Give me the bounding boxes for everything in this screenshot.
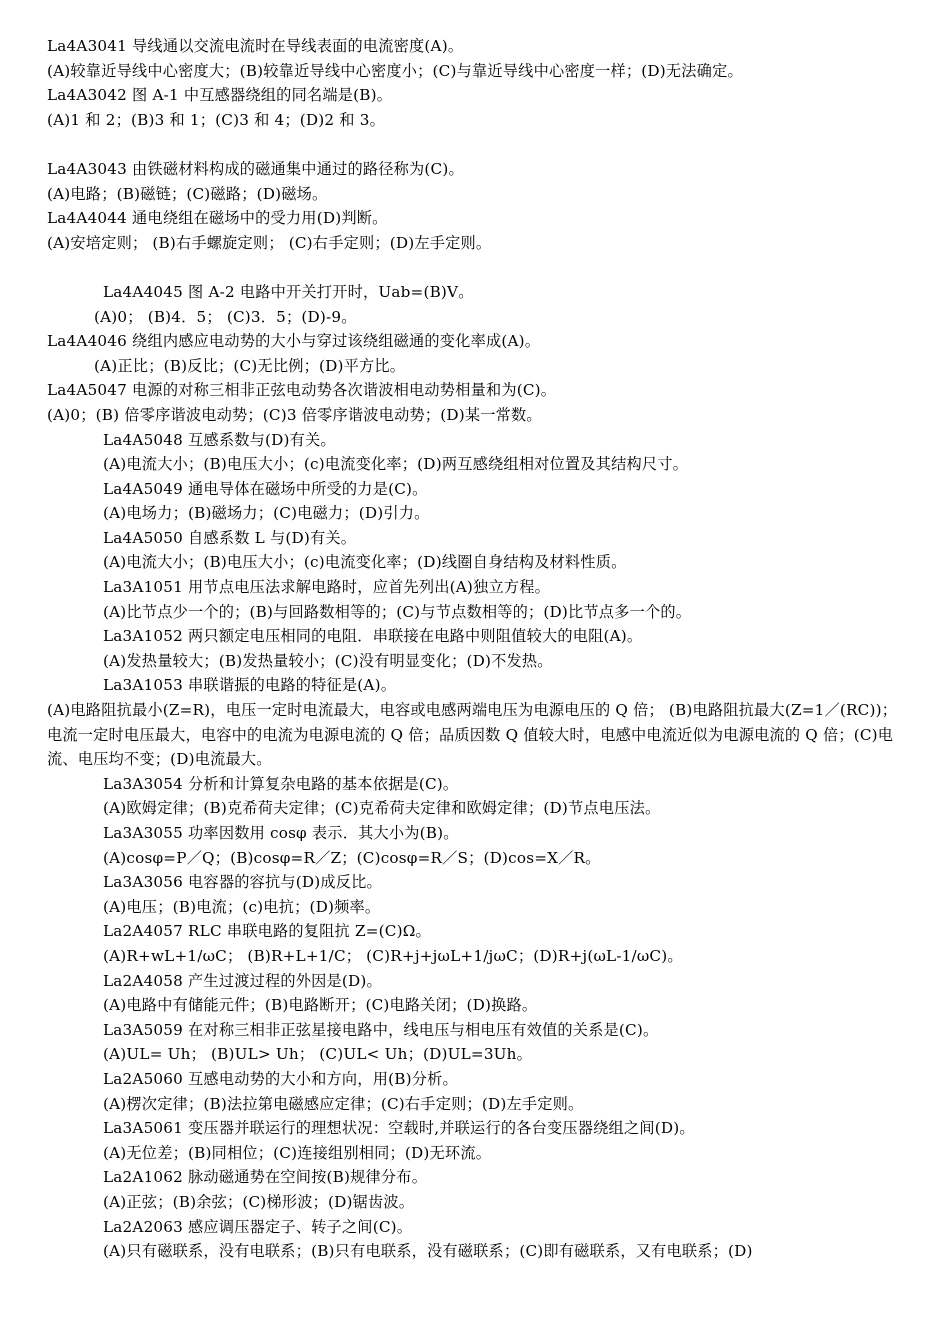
text-line — [0, 255, 950, 280]
text-line: La4A5049 通电导体在磁场中所受的力是(C)。 — [103, 479, 428, 498]
text-line: (A)电流大小；(B)电压大小；(c)电流变化率；(D)线圈自身结构及材料性质。 — [103, 553, 627, 572]
text-line: (A)UL= Uh； (B)UL> Uh； (C)UL< Uh；(D)UL=3Uh。 — [103, 1045, 533, 1064]
text-line: La2A1062 脉动磁通势在空间按(B)规律分布。 — [103, 1168, 428, 1187]
text-line: La4A5047 电源的对称三相非正弦电动势各次谐波相电动势相量和为(C)。 — [47, 381, 557, 400]
text-line: La2A4058 产生过渡过程的外因是(D)。 — [103, 971, 382, 990]
text-line: La4A5048 互感系数与(D)有关。 — [103, 430, 336, 449]
question-block-1 — [0, 34, 950, 698]
text-line: (A)较靠近导线中心密度大；(B)较靠近导线中心密度小；(C)与靠近导线中心密度一样；(D)无法确定。 — [47, 61, 743, 80]
text-line: (A)楞次定律；(B)法拉第电磁感应定律；(C)右手定则；(D)左手定则。 — [103, 1094, 584, 1113]
text-line: (A)电路；(B)磁链；(C)磁路；(D)磁场。 — [47, 184, 328, 203]
text-line: (A)0；(B) 倍零序谐波电动势；(C)3 倍零序谐波电动势；(D)某一常数。 — [47, 405, 542, 424]
text-line: La3A1051 用节点电压法求解电路时，应首先列出(A)独立方程。 — [103, 578, 550, 597]
text-line: (A)只有磁联系，没有电联系；(B)只有电联系，没有磁联系；(C)即有磁联系，又有电联系；(D) — [103, 1242, 753, 1261]
text-line: La4A4044 通电绕组在磁场中的受力用(D)判断。 — [47, 209, 388, 228]
text-line: (A)R+wL+1/ωC； (B)R+L+1/C； (C)R+j+jωL+1/jωC；(D)R+j(ωL-1/ωC)。 — [103, 946, 683, 965]
text-line: (A)正弦；(B)余弦；(C)梯形波；(D)锯齿波。 — [103, 1192, 415, 1211]
question-3053-options: (A)电路阻抗最小(Z=R)，电压一定时电流最大，电容或电感两端电压为电源电压的 Q 倍； (B)电路阻抗最大(Z=1／(RC))；电流一定时电压最大，电容中的电流为电源电流的 Q 倍；品质因数 Q 值较大时，电感中电流近似为电源电流的 Q 倍；(C)电流、电压均不变；(D)电流最大。 — [47, 701, 898, 769]
text-line: La2A2063 感应调压器定子、转子之间(C)。 — [103, 1217, 413, 1236]
text-line: (A)cosφ=P／Q；(B)cosφ=R／Z；(C)cosφ=R／S；(D)cos=X／R。 — [103, 848, 601, 867]
text-line: La3A3055 功率因数用 cosφ 表示．其大小为(B)。 — [103, 824, 459, 842]
text-line: La4A3042 图 A-1 中互感器绕组的同名端是(B)。 — [47, 86, 393, 105]
text-line: (A)发热量较大；(B)发热量较小；(C)没有明显变化；(D)不发热。 — [103, 651, 553, 670]
text-line: (A)电流大小；(B)电压大小；(c)电流变化率；(D)两互感绕组相对位置及其结构尺寸。 — [103, 455, 689, 474]
text-line: (A)电压；(B)电流；(c)电抗；(D)频率。 — [103, 897, 381, 916]
text-line: La2A5060 互感电动势的大小和方向，用(B)分析。 — [103, 1069, 458, 1088]
document-page — [0, 34, 950, 1264]
text-line: (A)电路中有储能元件；(B)电路断开；(C)电路关闭；(D)换路。 — [103, 996, 538, 1015]
text-line: La3A5059 在对称三相非正弦星接电路中，线电压与相电压有效值的关系是(C)。 — [103, 1020, 659, 1039]
text-line — [0, 132, 950, 157]
text-line: La4A3041 导线通以交流电流时在导线表面的电流密度(A)。 — [47, 37, 464, 55]
text-line: (A)欧姆定律；(B)克希荷夫定律；(C)克希荷夫定律和欧姆定律；(D)节点电压法。 — [103, 799, 661, 818]
text-line: La3A5061 变压器并联运行的理想状况：空载时,并联运行的各台变压器绕组之间(D)。 — [103, 1119, 695, 1138]
text-line: (A)正比；(B)反比；(C)无比例；(D)平方比。 — [94, 356, 406, 375]
text-line: La3A3056 电容器的容抗与(D)成反比。 — [103, 873, 382, 892]
question-block-2 — [0, 772, 950, 1264]
text-line: La2A4057 RLC 串联电路的复阻抗 Z=(C)Ω。 — [103, 922, 431, 941]
text-line: (A)无位差；(B)同相位；(C)连接组别相同；(D)无环流。 — [103, 1143, 492, 1162]
text-line: (A)安培定则； (B)右手螺旋定则； (C)右手定则；(D)左手定则。 — [47, 233, 492, 252]
text-line: La3A1053 串联谐振的电路的特征是(A)。 — [103, 676, 397, 695]
text-line: La3A1052 两只额定电压相同的电阻．串联接在电路中则阻值较大的电阻(A)。 — [103, 627, 643, 646]
text-line: La4A4046 绕组内感应电动势的大小与穿过该绕组磁通的变化率成(A)。 — [47, 332, 541, 351]
text-line: (A)电场力；(B)磁场力；(C)电磁力；(D)引力。 — [103, 504, 430, 523]
text-line: La4A3043 由铁磁材料构成的磁通集中通过的路径称为(C)。 — [47, 159, 464, 178]
text-line: (A)1 和 2；(B)3 和 1；(C)3 和 4；(D)2 和 3。 — [47, 110, 385, 129]
text-line: La4A5050 自感系数 L 与(D)有关。 — [103, 528, 357, 547]
text-line: (A)0； (B)4．5； (C)3．5；(D)-9。 — [94, 307, 357, 326]
text-line: (A)比节点少一个的；(B)与回路数相等的；(C)与节点数相等的；(D)比节点多一个的。 — [103, 602, 692, 621]
text-line: La4A4045 图 A-2 电路中开关打开时，Uab=(B)V。 — [103, 282, 474, 301]
text-line: La3A3054 分析和计算复杂电路的基本依据是(C)。 — [103, 774, 459, 793]
